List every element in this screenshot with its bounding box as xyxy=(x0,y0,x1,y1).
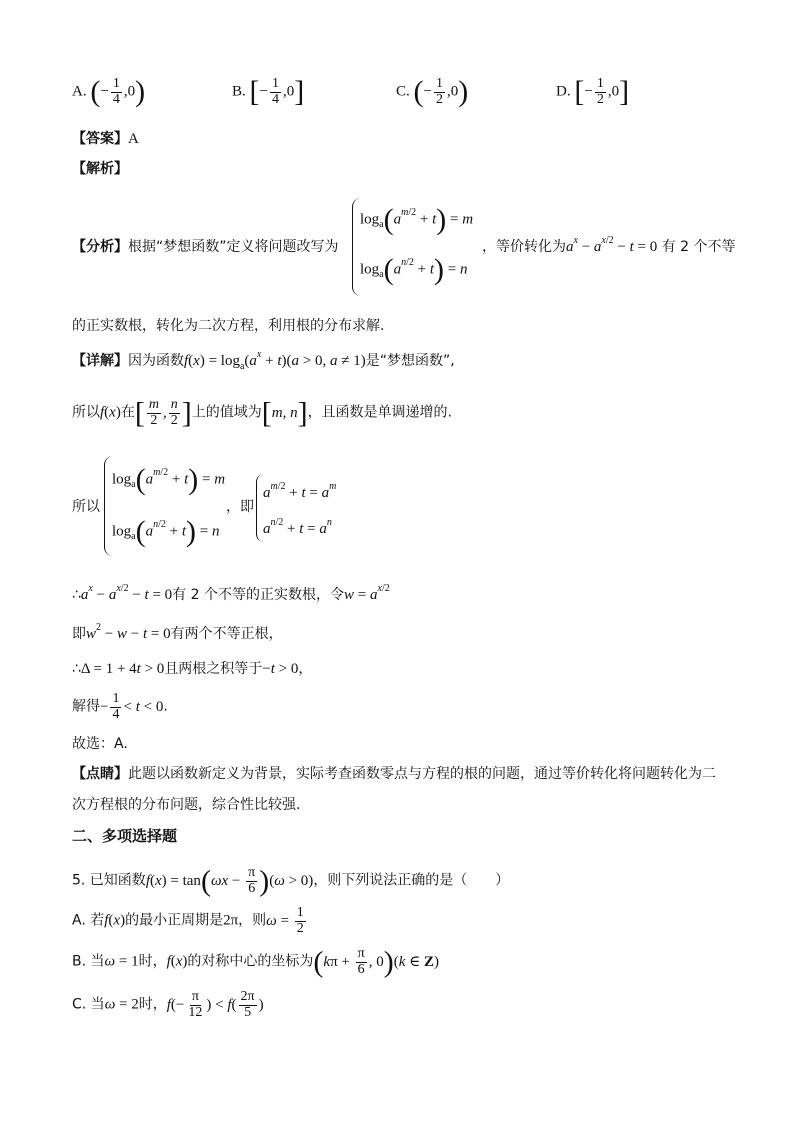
xiangjie-line1: 【详解】因为函数$f(x) = \log_a(a^x + t)(a > 0$, a ≠ 1)是“梦想函数”, xyxy=(72,349,455,372)
xiangjie-line2: 所以f(x)在[ $\frac{m}{2}$ , $\frac{n}{2}$ ]上的值域为[m, n]，且函数是单调递增的. xyxy=(72,396,453,430)
xiangjie-label: 【详解】 xyxy=(72,353,128,369)
answer-label: 【答案】 xyxy=(72,131,128,147)
xiangjie-line3-ji: ，即 xyxy=(226,499,254,515)
answer-value: A xyxy=(128,131,139,147)
q5-option-b[interactable]: B. 当ω = 1时，f(x)的对称中心的坐标为(kπ + $\frac{\pi}{6}$ , 0)(k ∈ Z) xyxy=(72,945,440,979)
xiangjie-line3-label: 所以 xyxy=(72,499,100,515)
q4-option-b[interactable]: B. [− $\frac{1}{4}$ ,0] xyxy=(232,75,305,109)
xiangjie-system2-eq1: $a^{m/2} + t = a^m$ xyxy=(263,481,337,501)
answer-line xyxy=(72,132,139,147)
xiangjie-system1-eq1: $\log_a(a^{m/2} + t) = m$ xyxy=(112,463,226,496)
fenxi-label: 【分析】 xyxy=(72,239,128,255)
q4-option-c[interactable]: C. (− $\frac{1}{2}$ ,0) xyxy=(396,75,469,109)
dianjing-line2: 次方程根的分布问题，综合性比较强. xyxy=(72,797,301,813)
fenxi-line: 【分析】根据“梦想函数”定义将问题改写为 xyxy=(72,239,339,255)
q5-option-c[interactable]: C. 当ω = 2时，f(− $\frac{\pi}{12}$ ) < f( $\frac{2\pi}{5}$ ) xyxy=(72,989,264,1020)
fenxi-system-eq1: $\log_a(a^{m/2} + t) = m$ xyxy=(360,203,474,236)
q4-option-d[interactable]: D. [− $\frac{1}{2}$ ,0] xyxy=(556,75,630,109)
xiangjie-line8: 故选：A. xyxy=(72,736,128,752)
fenxi-system-eq2: $\log_a(a^{n/2} + t) = n$ xyxy=(360,253,468,286)
xiangjie-system1-eq2: $\log_a(a^{n/2} + t) = n$ xyxy=(112,515,220,548)
dianjing-label: 【点睛】 xyxy=(72,766,128,782)
fenxi-equiv: ，等价转化为$a^x - a^{x/2} - t = 0$ 有 2 个不等 xyxy=(482,235,736,255)
section2-title: 二、多项选择题 xyxy=(72,827,178,845)
analysis-label: 【解析】 xyxy=(72,161,128,177)
dianjing-line1: 【点睛】此题以函数新定义为背景，实际考查函数零点与方程的根的问题，通过等价转化将问题转化为二 xyxy=(72,766,716,782)
fenxi-line2: 的正实数根，转化为二次方程，利用根的分布求解. xyxy=(72,318,385,334)
q5-stem: 5. 已知函数f(x) = tan(ωx − $\frac{\pi}{6}$ )(ω > 0)，则下列说法正确的是（ ） xyxy=(72,864,510,898)
q4-option-a[interactable]: A. (− $\frac{1}{4}$ ,0) xyxy=(72,75,146,109)
xiangjie-line4: $\therefore a^x - a^{x/2} - t = 0$有 2 个不等的正实数根，令$w = a^{x/2}$ xyxy=(72,583,390,603)
q5-option-a[interactable]: A. 若f(x)的最小正周期是2π，则ω = $\frac{1}{2}$ xyxy=(72,905,304,936)
xiangjie-system2-eq2: $a^{n/2} + t = a^n$ xyxy=(263,517,332,537)
xiangjie-line5: 即$w^2 - w - t = 0$有两个不等正根， xyxy=(72,622,283,642)
xiangjie-line6: ∴Δ = 1 + 4t > 0且两根之积等于−t > 0， xyxy=(72,661,313,677)
xiangjie-line7: 解得− $\frac{1}{4}$ < t < 0. xyxy=(72,691,168,722)
